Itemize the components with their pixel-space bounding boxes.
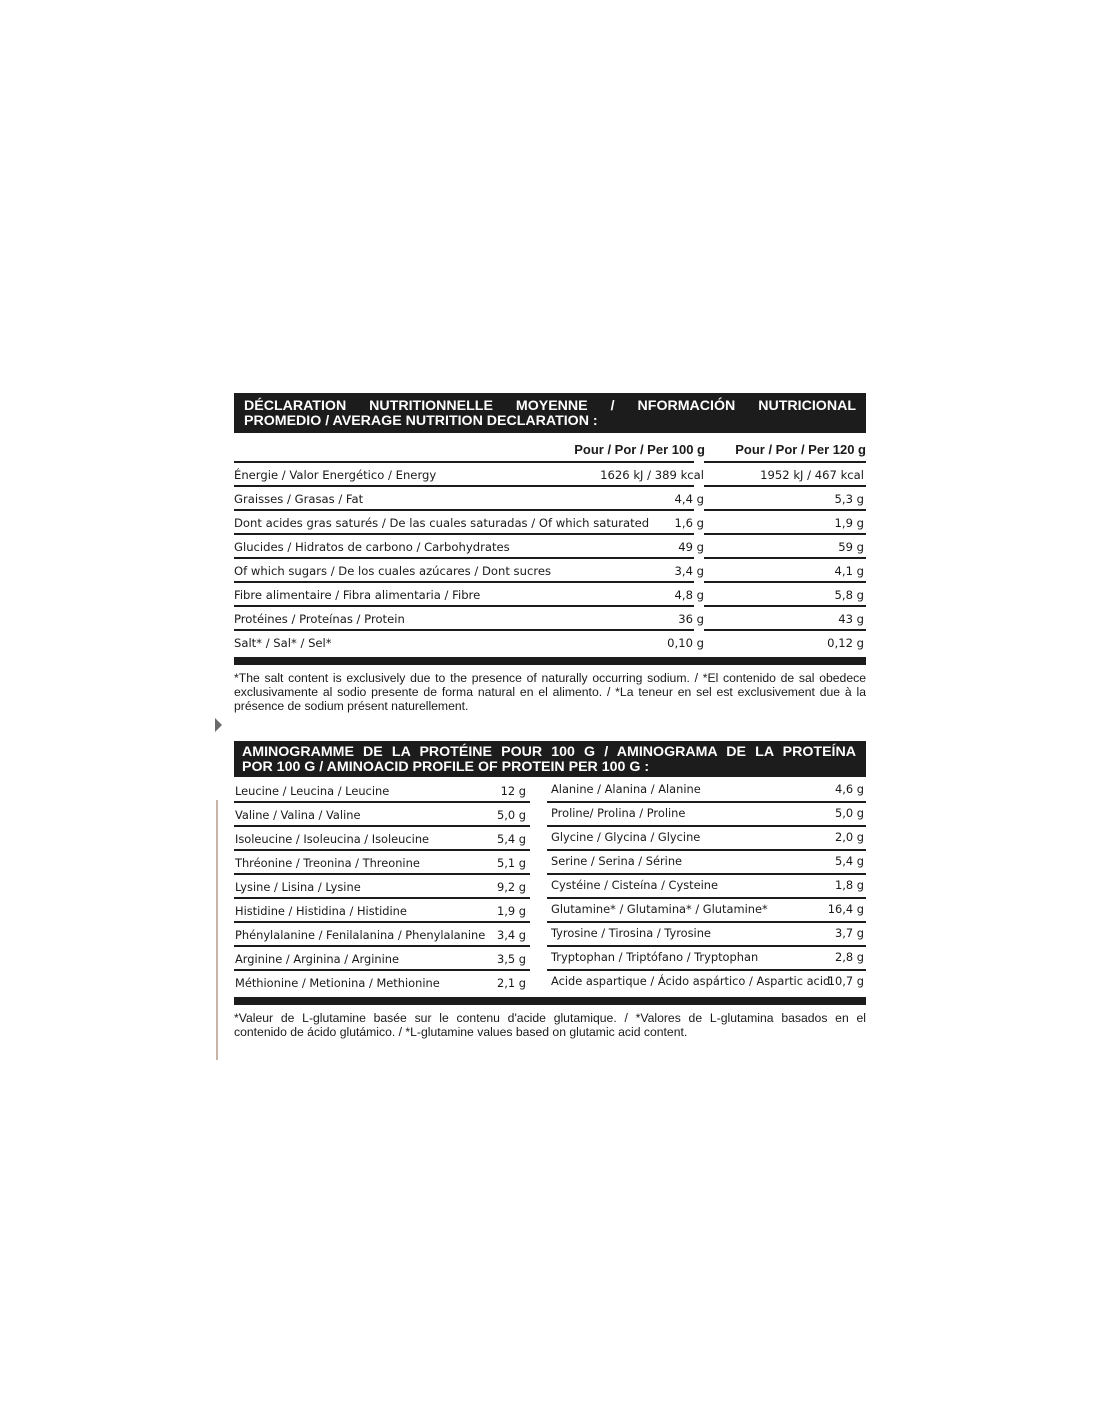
amino-left-value: 1,9 g bbox=[497, 904, 526, 918]
amino-left-value: 2,1 g bbox=[497, 976, 526, 990]
amino-right-value: 1,8 g bbox=[835, 878, 864, 892]
amino-title-band bbox=[234, 741, 866, 777]
amino-title-line1: AMINOGRAMME DE LA PROTÉINE POUR 100 G / AMINOGRAMA DE LA PROTEÍNA bbox=[242, 744, 856, 760]
amino-right-label: Serine / Serina / Sérine bbox=[551, 854, 683, 868]
amino-bottom-bar bbox=[234, 997, 866, 1005]
amino-left-label: Valine / Valina / Valine bbox=[235, 808, 361, 822]
amino-right-label: Alanine / Alanina / Alanine bbox=[551, 782, 701, 796]
value-per-100g: 0,10 g bbox=[667, 636, 704, 650]
amino-left-label: Thréonine / Treonina / Threonine bbox=[235, 856, 420, 870]
amino-right-label: Tyrosine / Tirosina / Tyrosine bbox=[551, 926, 711, 940]
value-per-100g: 36 g bbox=[678, 612, 704, 626]
amino-left-value: 5,0 g bbox=[497, 808, 526, 822]
amino-row bbox=[234, 923, 866, 947]
amino-left-value: 5,1 g bbox=[497, 856, 526, 870]
value-per-100g: 49 g bbox=[678, 540, 704, 554]
amino-right-label: Proline/ Prolina / Proline bbox=[551, 806, 686, 820]
amino-left-value: 5,4 g bbox=[497, 832, 526, 846]
amino-right-value: 2,8 g bbox=[835, 950, 864, 964]
amino-right-value: 5,4 g bbox=[835, 854, 864, 868]
amino-right-label: Acide aspartique / Ácido aspártico / Aspartic acid bbox=[551, 974, 831, 988]
amino-right-value: 16,4 g bbox=[827, 902, 864, 916]
amino-right-value: 5,0 g bbox=[835, 806, 864, 820]
nutrient-label: Protéines / Proteínas / Protein bbox=[234, 612, 405, 626]
amino-row bbox=[234, 971, 866, 995]
nutrition-title-line2: PROMEDIO / AVERAGE NUTRITION DECLARATION : bbox=[244, 413, 598, 429]
nutrition-row bbox=[234, 511, 866, 535]
nutrient-label: Glucides / Hidratos de carbono / Carbohydrates bbox=[234, 540, 510, 554]
nutrient-label: Dont acides gras saturés / De las cuales saturadas / Of which saturated bbox=[234, 516, 650, 530]
value-per-120g: 4,1 g bbox=[834, 564, 864, 578]
amino-right-value: 4,6 g bbox=[835, 782, 864, 796]
amino-row bbox=[234, 851, 866, 875]
value-per-120g: 1,9 g bbox=[834, 516, 864, 530]
value-per-120g: 5,8 g bbox=[834, 588, 864, 602]
nutrient-label: Salt* / Sal* / Sel* bbox=[234, 636, 332, 650]
nutrition-title-band bbox=[234, 393, 866, 433]
nutrition-column-headers bbox=[234, 433, 866, 463]
nutrient-label: Of which sugars / De los cuales azúcares / Dont sucres bbox=[234, 564, 552, 578]
amino-right-label: Cystéine / Cisteína / Cysteine bbox=[551, 878, 719, 892]
nutrient-label: Énergie / Valor Energético / Energy bbox=[234, 468, 437, 482]
nutrition-row bbox=[234, 559, 866, 583]
amino-left-label: Isoleucine / Isoleucina / Isoleucine bbox=[235, 832, 430, 846]
amino-left-label: Phénylalanine / Fenilalanina / Phenylalanine bbox=[235, 928, 486, 942]
amino-right-label: Tryptophan / Triptófano / Tryptophan bbox=[551, 950, 759, 964]
nutrition-row bbox=[234, 607, 866, 631]
nutrition-rows bbox=[234, 463, 866, 655]
amino-right-value: 2,0 g bbox=[835, 830, 864, 844]
nutrition-row bbox=[234, 535, 866, 559]
amino-left-label: Histidine / Histidina / Histidine bbox=[235, 904, 407, 918]
value-per-120g: 59 g bbox=[838, 540, 864, 554]
nutrient-label: Graisses / Grasas / Fat bbox=[234, 492, 364, 506]
salt-footnote-line1: *The salt content is exclusively due to the presence of naturally occurring sodium. / *El contenido de sal obedece bbox=[234, 671, 866, 685]
amino-title-line2: POR 100 G / AMINOACID PROFILE OF PROTEIN PER 100 G : bbox=[242, 759, 650, 775]
amino-left-value: 3,4 g bbox=[497, 928, 526, 942]
amino-left-value: 9,2 g bbox=[497, 880, 526, 894]
value-per-120g: 0,12 g bbox=[827, 636, 864, 650]
value-per-120g: 5,3 g bbox=[834, 492, 864, 506]
amino-row bbox=[234, 779, 866, 803]
amino-row bbox=[234, 947, 866, 971]
amino-left-label: Leucine / Leucina / Leucine bbox=[235, 784, 390, 798]
amino-left-label: Arginine / Arginina / Arginine bbox=[235, 952, 399, 966]
value-per-100g: 1,6 g bbox=[674, 516, 704, 530]
amino-right-label: Glutamine* / Glutamina* / Glutamine* bbox=[551, 902, 768, 916]
value-per-100g: 4,4 g bbox=[674, 492, 704, 506]
value-per-100g: 4,8 g bbox=[674, 588, 704, 602]
column-header-per-100g: Pour / Por / Per 100 g bbox=[574, 442, 705, 457]
nutrition-row bbox=[234, 487, 866, 511]
nutrition-bottom-bar bbox=[234, 657, 866, 665]
amino-row bbox=[234, 827, 866, 851]
aminogram bbox=[234, 741, 866, 1039]
nutrition-row bbox=[234, 463, 866, 487]
amino-right-label: Glycine / Glycina / Glycine bbox=[551, 830, 701, 844]
value-per-100g: 3,4 g bbox=[674, 564, 704, 578]
salt-footnote-line2: exclusivamente al sodio presente de forma natural en el alimento. / *La teneur en sel est exclusivement due à la bbox=[234, 685, 866, 699]
glutamine-footnote-line1: *Valeur de L-glutamine basée sur le contenu d'acide glutamique. / *Valores de L-glutamina basados en el bbox=[234, 1011, 866, 1025]
nutrient-label: Fibre alimentaire / Fibra alimentaria / Fibre bbox=[234, 588, 481, 602]
amino-rows bbox=[234, 779, 866, 995]
nutrition-row bbox=[234, 583, 866, 607]
edge-marker-icon bbox=[215, 718, 222, 732]
amino-row bbox=[234, 803, 866, 827]
amino-left-value: 12 g bbox=[500, 784, 526, 798]
amino-right-value: 10,7 g bbox=[827, 974, 864, 988]
salt-footnote-line3: présence de sodium présent naturellement. bbox=[234, 699, 469, 713]
amino-left-value: 3,5 g bbox=[497, 952, 526, 966]
value-per-100g: 1626 kJ / 389 kcal bbox=[600, 468, 704, 482]
amino-row bbox=[234, 875, 866, 899]
amino-left-label: Méthionine / Metionina / Methionine bbox=[235, 976, 440, 990]
salt-footnote bbox=[234, 671, 866, 713]
edge-line bbox=[216, 800, 218, 1060]
amino-row bbox=[234, 899, 866, 923]
amino-left-label: Lysine / Lisina / Lysine bbox=[235, 880, 361, 894]
glutamine-footnote bbox=[234, 1011, 866, 1039]
nutrition-declaration bbox=[234, 393, 866, 713]
column-header-per-120g: Pour / Por / Per 120 g bbox=[735, 442, 866, 457]
nutrition-row bbox=[234, 631, 866, 655]
glutamine-footnote-line2: contenido de ácido glutámico. / *L-glutamine values based on glutamic acid content. bbox=[234, 1025, 688, 1039]
nutrition-title-line1: DÉCLARATION NUTRITIONNELLE MOYENNE / NFORMACIÓN NUTRICIONAL bbox=[244, 398, 856, 414]
amino-right-value: 3,7 g bbox=[835, 926, 864, 940]
value-per-120g: 43 g bbox=[838, 612, 864, 626]
value-per-120g: 1952 kJ / 467 kcal bbox=[760, 468, 864, 482]
